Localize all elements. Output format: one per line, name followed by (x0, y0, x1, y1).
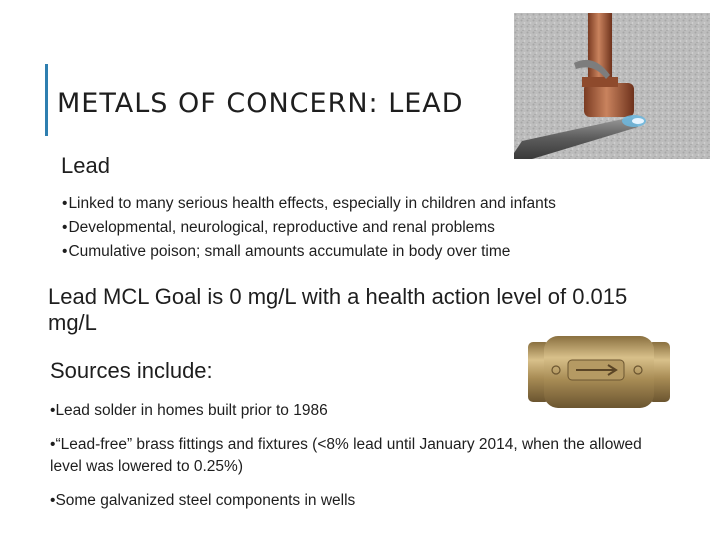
slide-title: METALS OF CONCERN: LEAD (57, 88, 464, 119)
list-item: • Developmental, neurological, reproductive and renal problems (62, 216, 556, 240)
list-item: • Lead solder in homes built prior to 1986 (50, 400, 670, 422)
sources-heading: Sources include: (50, 358, 213, 383)
title-accent-bar (45, 64, 48, 136)
list-item: • “Lead-free” brass fittings and fixtures (<8% lead until January 2014, when the allowed level was lowered to 0.25%) (50, 434, 670, 478)
sources-list (50, 400, 670, 524)
mcl-statement: Lead MCL Goal is 0 mg/L with a health action level of 0.015 mg/L (48, 284, 628, 335)
health-effects-list (62, 192, 556, 264)
lead-subheading: Lead (61, 153, 110, 178)
list-item: • Cumulative poison; small amounts accumulate in body over time (62, 240, 556, 264)
copper-pipe-photo (514, 13, 710, 159)
list-item: • Linked to many serious health effects, especially in children and infants (62, 192, 556, 216)
list-item: • Some galvanized steel components in wells (50, 490, 670, 512)
